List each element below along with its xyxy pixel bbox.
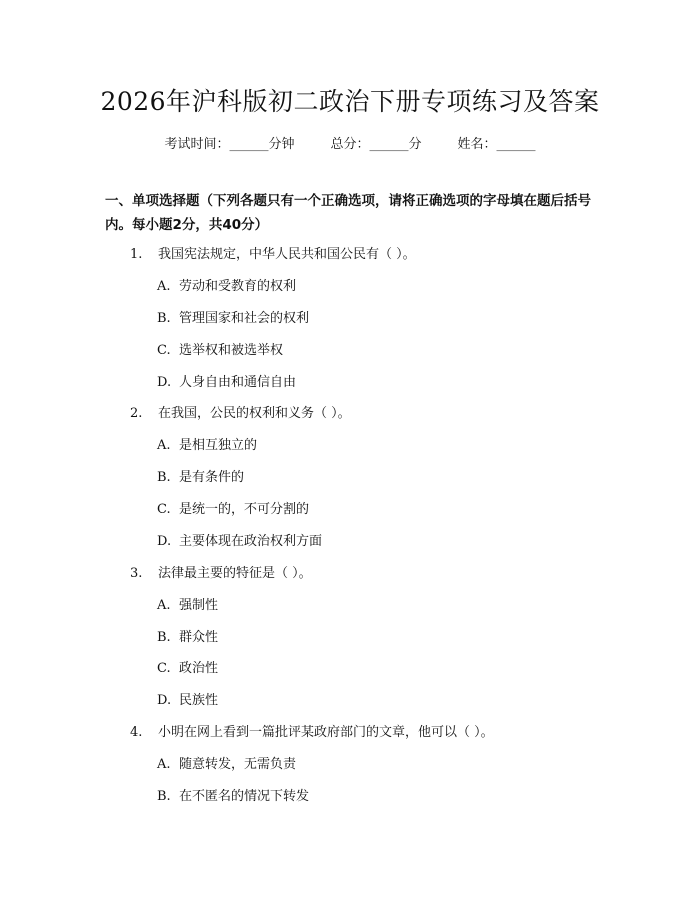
option-text: 强制性	[179, 598, 219, 613]
option-letter: A.	[157, 279, 171, 294]
option-text: 人身自由和通信自由	[179, 375, 297, 390]
option-text: 劳动和受教育的权利	[179, 279, 297, 294]
option-text: 是有条件的	[179, 470, 245, 485]
question-3	[130, 562, 312, 581]
question-3-option-c	[157, 657, 218, 676]
question-1-option-c	[157, 339, 283, 358]
question-3-option-a	[157, 594, 218, 613]
question-text: 我国宪法规定，中华人民共和国公民有（ ）。	[158, 247, 416, 262]
exam-time-field: 考试时间：______分钟	[164, 137, 295, 152]
option-text: 政治性	[179, 661, 219, 676]
option-letter: A.	[157, 438, 171, 453]
option-text: 民族性	[179, 693, 219, 708]
option-text: 是相互独立的	[179, 438, 258, 453]
exam-meta-line	[0, 133, 700, 152]
question-4-option-a	[157, 753, 296, 772]
option-letter: C.	[157, 343, 171, 358]
option-text: 群众性	[179, 630, 219, 645]
option-text: 是统一的，不可分割的	[179, 502, 310, 517]
question-4-option-b	[157, 785, 309, 804]
question-1	[130, 243, 416, 262]
option-text: 选举权和被选举权	[179, 343, 284, 358]
section-heading-single-choice: 一、单项选择题（下列各题只有一个正确选项，请将正确选项的字母填在题后括号内。每小题2分，共40分）	[105, 193, 591, 233]
question-1-option-d	[157, 371, 296, 390]
option-letter: A.	[157, 598, 171, 613]
option-letter: B.	[157, 470, 171, 485]
question-number: 2.	[130, 406, 143, 421]
option-letter: B.	[157, 630, 171, 645]
option-letter: B.	[157, 789, 171, 804]
question-2	[130, 402, 351, 421]
option-text: 在不匿名的情况下转发	[179, 789, 310, 804]
page-title: 2026年沪科版初二政治下册专项练习及答案	[100, 87, 600, 116]
option-letter: A.	[157, 757, 171, 772]
question-2-option-d	[157, 530, 322, 549]
student-name-field: 姓名：______	[457, 137, 536, 152]
question-4	[130, 721, 494, 740]
question-3-option-d	[157, 689, 218, 708]
total-score-field: 总分：______分	[330, 137, 422, 152]
question-number: 1.	[130, 247, 143, 262]
question-1-option-b	[157, 307, 309, 326]
question-2-option-b	[157, 466, 244, 485]
question-3-option-b	[157, 626, 218, 645]
option-text: 主要体现在政治权利方面	[179, 534, 323, 549]
question-2-option-c	[157, 498, 309, 517]
option-letter: D.	[157, 693, 172, 708]
option-letter: C.	[157, 661, 171, 676]
question-2-option-a	[157, 434, 257, 453]
question-text: 小明在网上看到一篇批评某政府部门的文章，他可以（ ）。	[158, 725, 494, 740]
question-1-option-a	[157, 275, 296, 294]
question-text: 在我国，公民的权利和义务（ ）。	[158, 406, 351, 421]
question-text: 法律最主要的特征是（ ）。	[158, 566, 312, 581]
question-number: 4.	[130, 725, 143, 740]
option-text: 随意转发，无需负责	[179, 757, 297, 772]
option-letter: B.	[157, 311, 171, 326]
question-number: 3.	[130, 566, 143, 581]
option-letter: D.	[157, 375, 172, 390]
option-letter: D.	[157, 534, 172, 549]
option-letter: C.	[157, 502, 171, 517]
option-text: 管理国家和社会的权利	[179, 311, 310, 326]
